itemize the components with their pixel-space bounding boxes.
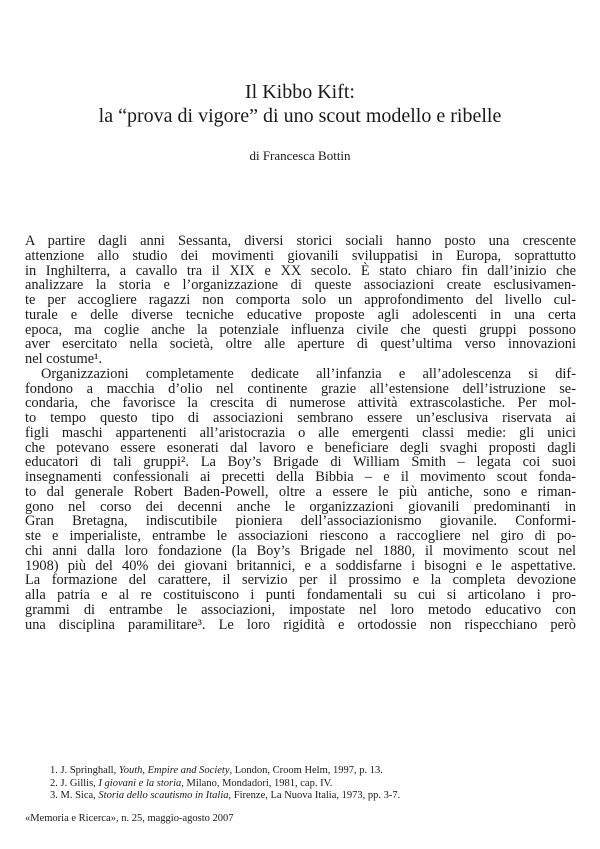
paragraph-line: nel costume¹.	[25, 351, 103, 367]
footnote-pre: 1. J. Springhall,	[50, 765, 119, 776]
paragraph-line: in Inghilterra, a cavallo tra il XIX e XX secolo. È stato chiaro fin dall’inizio che	[25, 262, 576, 279]
paragraph-line: 1908) più del 40% dei giovani britannici, e a soddisfarne i bisogni e le aspettative.	[25, 557, 576, 574]
footnote-italic: I giovani e la storia	[98, 777, 182, 789]
paragraph-line: to tempo questo tipo di associazioni sembrano essere un’esclusiva riservata ai	[25, 410, 576, 426]
article-title-line-2: la “prova di vigore” di uno scout modello e ribelle	[98, 105, 502, 127]
paragraph-line: turale e delle diverse tecniche educative proposte agli adolescenti in una certa	[25, 306, 576, 323]
footnote-post: , London, Croom Helm, 1997, p. 13.	[229, 765, 383, 776]
footnote-post: , Firenze, La Nuova Italia, 1973, pp. 3-7.	[228, 790, 401, 801]
paragraph-line: La formazione del carattere, il servizio per il prossimo e la completa devozione	[25, 572, 576, 589]
paragraph-line: epoca, ma coglie anche la potenziale influenza civile che questi gruppi possono	[25, 321, 576, 338]
footnote-pre: 3. M. Sica,	[50, 790, 99, 801]
paragraph-line: che potevano essere esonerati dal lavoro e beneficiare degli svaghi proposti dagli	[25, 439, 576, 456]
paragraph-line: attenzione allo studio dei movimenti giovanili sviluppatisi in Europa, soprattutto	[25, 247, 576, 264]
footnote	[50, 790, 400, 803]
paragraph-line: ste e imperialiste, entrambe le associazioni riescono a raccogliere nel giro di po-	[25, 528, 576, 544]
paragraph-line: A partire dagli anni Sessanta, diversi storici sociali hanno posto una crescente	[25, 233, 576, 249]
article-body	[25, 234, 576, 632]
paragraph-line: insegnamenti confessionali ai precetti della Bibbia – e il movimento scout fonda-	[25, 469, 576, 485]
paragraph-line: Gran Bretagna, indiscutibile pioniera dell’associazionismo giovanile. Conformi-	[25, 513, 576, 530]
paragraph-line: chi anni dalla loro fondazione (la Boy’s Brigade nel 1880, il movimento scout nel	[25, 542, 576, 559]
paragraph-line: fondono a macchia d’olio nel continente grazie all’estensione dell’istruzione se-	[25, 380, 576, 397]
footnote	[50, 765, 400, 778]
paragraph-line: analizzare la storia e l’organizzazione di queste associazioni create esclusivamen-	[25, 277, 576, 294]
article-title-line-1: Il Kibbo Kift:	[245, 81, 355, 103]
paragraph-line: grammi di entrambe le associazioni, impostate nel loro metodo educativo con	[25, 601, 576, 618]
footnotes	[50, 765, 400, 803]
paragraph-line: condaria, che favorisce la crescita di numerose attività extrascolastiche. Per mol-	[25, 395, 576, 412]
paragraph-line: alla patria e al re costituiscono i punti fondamentali su cui si articolano i pro-	[25, 587, 576, 603]
footnote-post: , Milano, Mondadori, 1981, cap. IV.	[181, 777, 333, 789]
paragraph-line: aver esercitato nella società, oltre alle aperture di quest’ultima verso innovazioni	[25, 336, 576, 353]
paragraph-line: educatori di tali gruppi². La Boy’s Brigade di William Smith – legata coi suoi	[25, 454, 576, 471]
paragraph-line: una disciplina paramilitare³. Le loro rigidità e ortodossie non rispecchiano però	[25, 616, 576, 633]
paragraph-line: to dal generale Robert Baden-Powell, oltre a essere le più antiche, sono e riman-	[25, 483, 576, 500]
paragraph-line: te per accogliere ragazzi non comporta solo un approfondimento del livello cul-	[25, 292, 576, 308]
paragraph-line: gono nel corso dei decenni anche le organizzazioni giovanili predominanti in	[25, 498, 576, 515]
footnote-italic: Youth, Empire and Society	[118, 765, 230, 776]
footnote-pre: 2. J. Gillis,	[50, 777, 99, 789]
paragraph-line: figli maschi appartenenti all’aristocrazia o alle emergenti classi medie: gli unici	[25, 424, 576, 441]
footnote	[50, 778, 400, 791]
journal-citation: «Memoria e Ricerca», n. 25, maggio-agosto 2007	[25, 813, 234, 824]
paragraph-line: Organizzazioni completamente dedicate all’infanzia e all’adolescenza si dif-	[41, 365, 576, 382]
footnote-italic: Storia dello scautismo in Italia	[98, 790, 229, 801]
article-author: di Francesca Bottin	[249, 148, 351, 163]
